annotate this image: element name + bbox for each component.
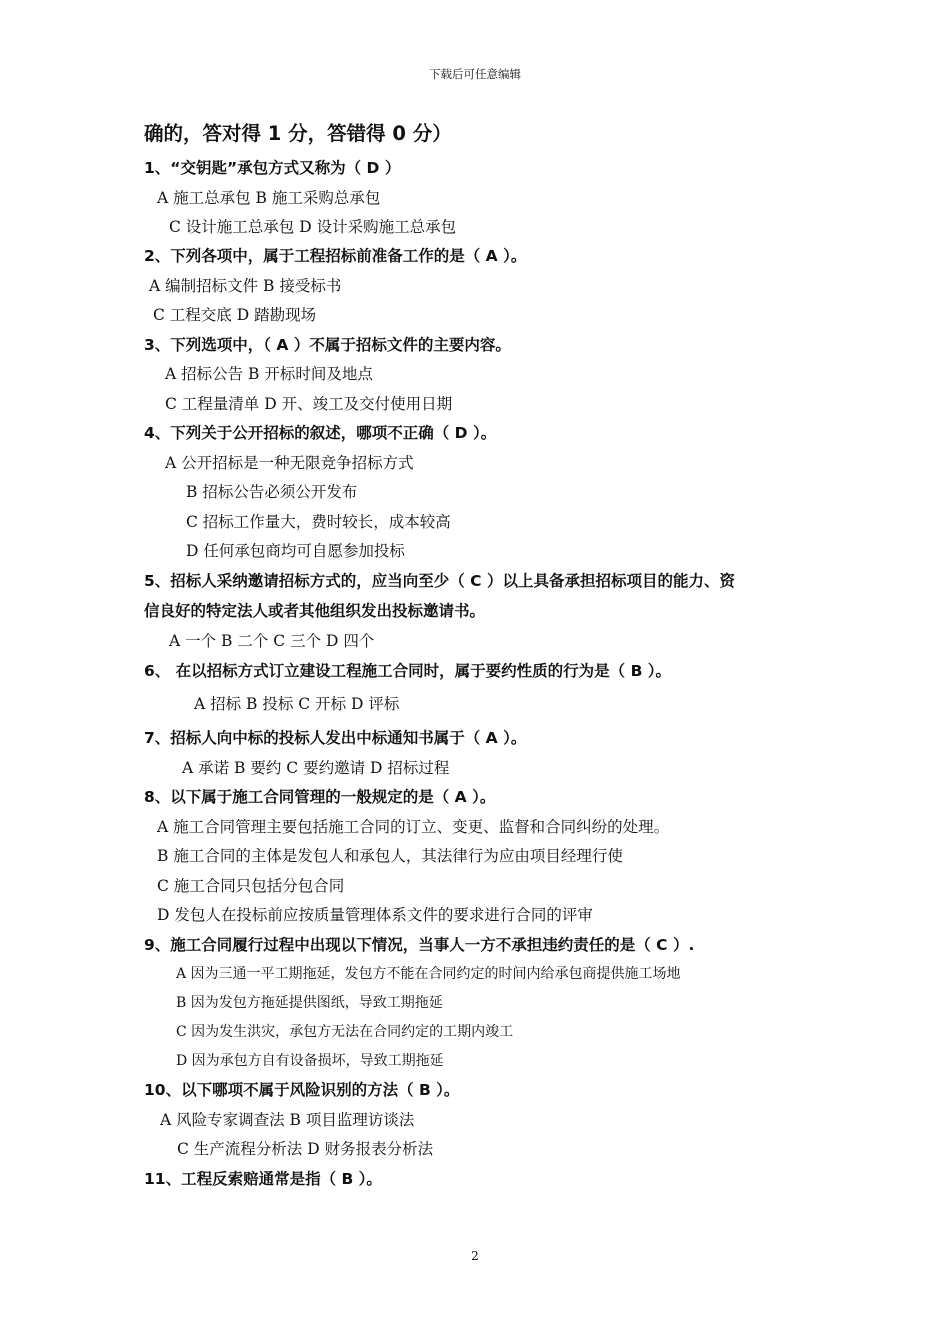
question-10: 10、以下哪项不属于风险识别的方法（ B ）。 <box>144 1081 460 1099</box>
q8-option-d: D 发包人在投标前应按质量管理体系文件的要求进行合同的评审 <box>157 906 593 924</box>
question-2: 2、下列各项中，属于工程招标前准备工作的是（ A ）。 <box>144 247 527 265</box>
question-4: 4、下列关于公开招标的叙述，哪项不正确（ D ）。 <box>144 424 497 442</box>
section-heading: 确的，答对得 1 分，答错得 0 分） <box>144 122 452 145</box>
question-7: 7、招标人向中标的投标人发出中标通知书属于（ A ）。 <box>144 729 527 747</box>
q5-options: A 一个 B 二个 C 三个 D 四个 <box>169 632 375 650</box>
q9-option-d: D 因为承包方自有设备损坏，导致工期拖延 <box>176 1053 444 1069</box>
q7-options: A 承诺 B 要约 C 要约邀请 D 招标过程 <box>182 759 450 777</box>
q4-option-a: A 公开招标是一种无限竞争招标方式 <box>165 454 414 472</box>
q6-options: A 招标 B 投标 C 开标 D 评标 <box>194 695 400 713</box>
q3-options-cd: C 工程量清单 D 开、竣工及交付使用日期 <box>165 395 453 413</box>
question-3: 3、下列选项中，（ A ）不属于招标文件的主要内容。 <box>144 336 511 354</box>
question-8: 8、以下属于施工合同管理的一般规定的是（ A ）。 <box>144 788 496 806</box>
question-5-continued: 信良好的特定法人或者其他组织发出投标邀请书。 <box>144 602 486 620</box>
question-11: 11、工程反索赔通常是指（ B ）。 <box>144 1170 382 1188</box>
q9-option-b: B 因为发包方拖延提供图纸，导致工期拖延 <box>176 995 443 1011</box>
question-9: 9、施工合同履行过程中出现以下情况，当事人一方不承担违约责任的是（ C ）. <box>144 936 695 954</box>
q1-options-cd: C 设计施工总承包 D 设计采购施工总承包 <box>169 218 457 236</box>
q10-options-ab: A 风险专家调查法 B 项目监理访谈法 <box>160 1111 415 1129</box>
page-header: 下载后可任意编辑 <box>429 67 521 81</box>
q4-option-b: B 招标公告必须公开发布 <box>186 483 358 501</box>
q1-options-ab: A 施工总承包 B 施工采购总承包 <box>157 189 381 207</box>
q4-option-d: D 任何承包商均可自愿参加投标 <box>186 542 405 560</box>
question-1: 1、“交钥匙”承包方式又称为（ D ） <box>144 159 401 177</box>
q8-option-b: B 施工合同的主体是发包人和承包人，其法律行为应由项目经理行使 <box>157 847 623 865</box>
q9-option-c: C 因为发生洪灾，承包方无法在合同约定的工期内竣工 <box>176 1024 514 1040</box>
q8-option-a: A 施工合同管理主要包括施工合同的订立、变更、监督和合同纠纷的处理。 <box>157 818 670 836</box>
q3-options-ab: A 招标公告 B 开标时间及地点 <box>165 365 373 383</box>
page-number: 2 <box>471 1249 479 1263</box>
q8-option-c: C 施工合同只包括分包合同 <box>157 877 345 895</box>
q4-option-c: C 招标工作量大，费时较长，成本较高 <box>186 513 451 531</box>
q9-option-a: A 因为三通一平工期拖延，发包方不能在合同约定的时间内给承包商提供施工场地 <box>176 966 681 982</box>
question-5: 5、招标人采纳邀请招标方式的，应当向至少（ C ）以上具备承担招标项目的能力、资 <box>144 572 735 590</box>
q2-options-ab: A 编制招标文件 B 接受标书 <box>149 277 342 295</box>
question-6: 6、 在以招标方式订立建设工程施工合同时，属于要约性质的行为是（ B ）。 <box>144 662 672 680</box>
q10-options-cd: C 生产流程分析法 D 财务报表分析法 <box>177 1140 434 1158</box>
q2-options-cd: C 工程交底 D 踏勘现场 <box>153 306 317 324</box>
